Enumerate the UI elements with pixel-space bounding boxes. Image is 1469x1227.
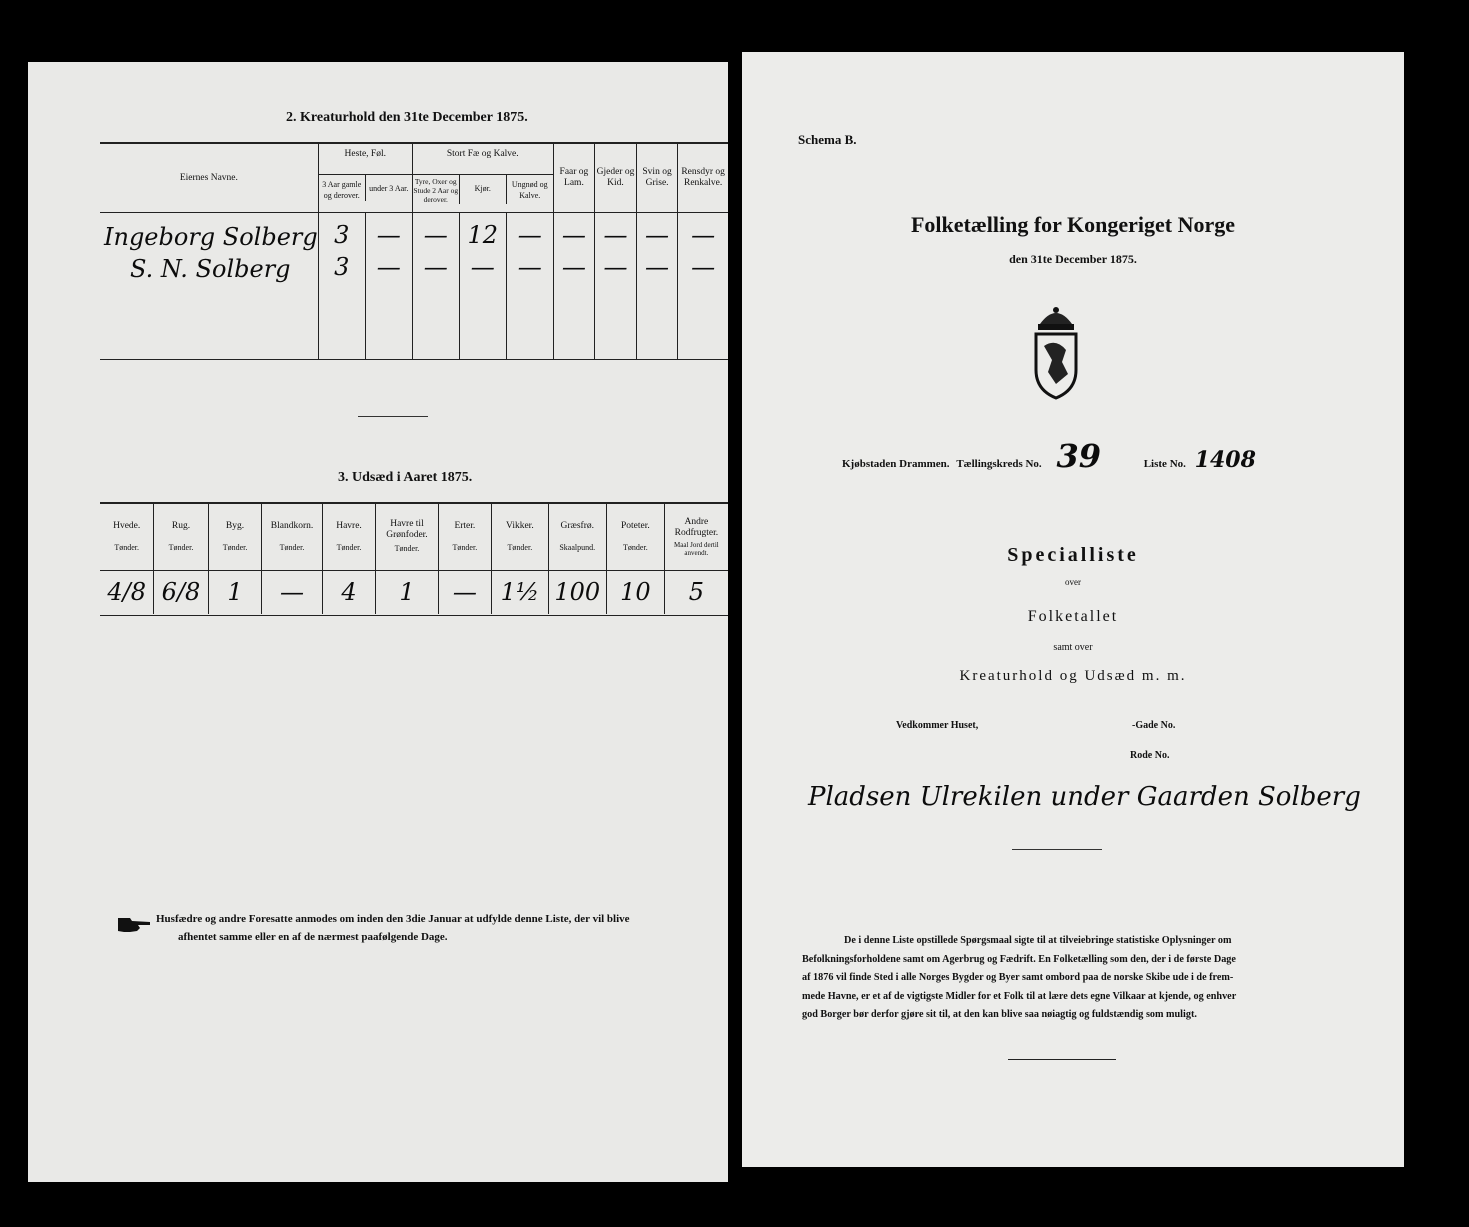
seed-header-3: Byg. Tønder. — [208, 504, 262, 570]
address-handwritten: Pladsen Ulrekilen under Gaarden Solberg — [808, 782, 1361, 812]
vedkommer-label: Vedkommer Huset, — [896, 720, 979, 731]
pigs-2: — — [645, 253, 670, 281]
pigs-header: Svin og Grise. — [636, 143, 677, 213]
seed-value-10: 10 — [606, 570, 664, 614]
reindeer-2: — — [691, 253, 716, 281]
date-line: den 31te December 1875. — [1009, 252, 1137, 266]
explanatory-paragraph — [802, 932, 1382, 1025]
liste-label: Liste No. — [1143, 458, 1186, 470]
seed-header-11: Andre Rodfrugter. Maal Jord dertil anvendt. — [664, 504, 728, 570]
seed-value-7: — — [438, 570, 492, 614]
seed-value-1: 4/8 — [107, 578, 146, 607]
goats-column — [595, 213, 637, 359]
right-page — [742, 52, 1404, 1167]
young-1: — — [517, 221, 542, 249]
kjobstad-label: Kjøbstaden Drammen. — [842, 458, 950, 470]
young-cattle-label: Ungnød og Kalve. — [511, 180, 548, 200]
liste-value: 1408 — [1194, 447, 1256, 473]
seed-header-2: Rug. Tønder. — [154, 504, 208, 570]
owner-name-1: Ingeborg Solberg — [104, 223, 318, 251]
seed-value-4: — — [262, 570, 322, 614]
seed-value-9: 100 — [548, 570, 606, 614]
seed-header-1: Hvede. Tønder. — [113, 520, 141, 552]
seed-value-3: 1 — [208, 570, 262, 614]
horses-young-label: under 3 Aar. — [369, 184, 409, 193]
paragraph-line-1: De i denne Liste opstillede Spørgsmaal sigte til at tilveiebringe statistiske Oplysninger om — [844, 935, 1232, 946]
seed-header-6: Havre til Grønfoder. Tønder. — [376, 504, 438, 570]
reindeer-1: — — [691, 221, 716, 249]
cows-1: 12 — [467, 221, 499, 249]
gade-label: -Gade No. — [1132, 720, 1176, 731]
kreds-label: Tællingskreds No. — [956, 458, 1042, 470]
goats-1: — — [603, 221, 628, 249]
main-title: Folketælling for Kongeriget Norge — [910, 212, 1236, 237]
bottom-divider — [1008, 1059, 1116, 1060]
cows-2: — — [470, 253, 495, 281]
seed-header-5: Havre. Tønder. — [322, 504, 376, 570]
coat-of-arms-icon — [1026, 302, 1086, 402]
rode-label: Rode No. — [1130, 750, 1170, 761]
young-2: — — [517, 253, 542, 281]
paragraph-line-4: mede Havne, er et af de vigtigste Midler for et Folk til at lære dets egne Vilkaar at kjende, og enhver — [802, 990, 1237, 1002]
seed-header-4: Blandkorn. Tønder. — [262, 504, 322, 570]
cattle-group-label: Stort Fæ og Kalve. — [446, 149, 519, 159]
pigs-1: — — [645, 221, 670, 249]
livestock-table — [100, 143, 728, 359]
seed-header-10: Poteter. Tønder. — [606, 504, 664, 570]
bulls-1: — — [423, 221, 448, 249]
footnote-line-1: Husfædre og andre Foresatte anmodes om inden den 3die Januar at udfylde denne Liste, der vil blive — [156, 913, 630, 925]
folketallet-heading: Folketallet — [1027, 608, 1119, 625]
section2-title: 2. Kreaturhold den 31te December 1875. — [286, 110, 528, 125]
schema-label: Schema B. — [798, 132, 857, 147]
pigs-column — [636, 213, 677, 359]
samt-over-label: samt over — [1053, 642, 1093, 653]
cattle-column — [412, 213, 553, 359]
left-page — [28, 62, 728, 1182]
seed-value-8: 1½ — [492, 570, 548, 614]
sheep-column — [553, 213, 594, 359]
name-header: Eiernes Navne. — [179, 172, 238, 183]
bulls-label: Tyre, Oxer og Stude 2 Aar og derover. — [413, 177, 459, 204]
footnote — [156, 910, 726, 946]
section-divider — [358, 416, 428, 417]
seed-value-5: 4 — [322, 570, 376, 614]
table2-bottom-rule — [100, 359, 728, 360]
horses-header — [318, 143, 412, 213]
seed-value-11: 5 — [664, 570, 728, 614]
sheep-2: — — [561, 253, 586, 281]
seed-header-9: Græsfrø. Skaalpund. — [548, 504, 606, 570]
specialliste-heading: Specialliste — [1007, 544, 1139, 566]
owner-name-2: S. N. Solberg — [130, 255, 291, 283]
horses-old-1: 3 — [334, 221, 350, 249]
seed-value-6: 1 — [376, 570, 438, 614]
bulls-2: — — [423, 253, 448, 281]
reindeer-column — [678, 213, 728, 359]
names-column — [100, 213, 318, 359]
seed-table — [100, 504, 728, 614]
seed-value-2: 6/8 — [154, 570, 208, 614]
paragraph-line-5: god Borger bør derfor gjøre sit til, at den kan blive saa nøiagtig og fuldstændig som muligt. — [802, 1009, 1197, 1020]
over-label: over — [1065, 577, 1081, 587]
sheep-header: Faar og Lam. — [553, 143, 594, 213]
seed-header-7: Erter. Tønder. — [438, 504, 492, 570]
goats-header: Gjeder og Kid. — [595, 143, 637, 213]
horses-column — [318, 213, 412, 359]
horses-young-1: — — [376, 221, 401, 249]
paragraph-line-3: af 1876 vil finde Sted i alle Norges Bygder og Byer samt ombord paa de norske Skibe ude i de frem- — [802, 972, 1234, 983]
table3-bottom-rule — [100, 615, 728, 616]
section3-title: 3. Udsæd i Aaret 1875. — [338, 470, 473, 485]
seed-header-8: Vikker. Tønder. — [492, 504, 548, 570]
reindeer-header: Rensdyr og Renkalve. — [678, 143, 728, 213]
upper-divider — [1012, 849, 1102, 850]
goats-2: — — [603, 253, 628, 281]
horses-old-2: 3 — [334, 253, 350, 281]
sheep-1: — — [561, 221, 586, 249]
footnote-line-2: afhentet samme eller en af de nærmest paafølgende Dage. — [178, 931, 448, 943]
paragraph-line-2: Befolkningsforholdene samt om Agerbrug og Fædrift. En Folketælling som den, der i de første Dage — [802, 953, 1236, 965]
horses-group-label: Heste, Føl. — [344, 149, 386, 159]
cattle-header — [412, 143, 553, 213]
kreds-value: 39 — [1056, 437, 1101, 475]
kreaturhold-heading: Kreaturhold og Udsæd m. m. — [959, 668, 1187, 684]
cows-label: Kjør. — [460, 175, 507, 204]
horses-old-label: 3 Aar gamle og derover. — [319, 175, 366, 201]
kjobstad-line — [842, 437, 1256, 475]
horses-young-2: — — [376, 253, 401, 281]
pointing-hand-icon — [116, 914, 152, 936]
